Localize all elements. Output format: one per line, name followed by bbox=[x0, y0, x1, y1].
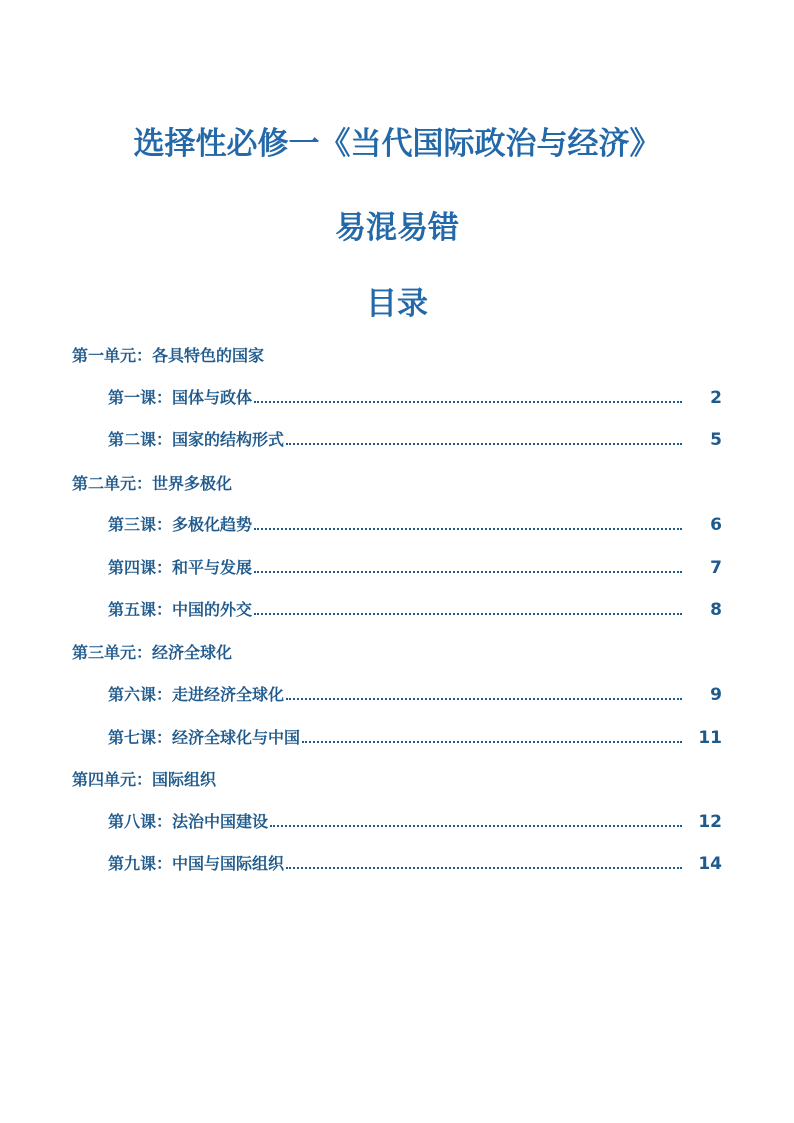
toc-entry-label: 第三课：多极化趋势 bbox=[108, 515, 253, 534]
document-subtitle: 易混易错 bbox=[335, 210, 459, 246]
toc-entry-page: 5 bbox=[710, 430, 722, 450]
toc-entry-lesson-2[interactable] bbox=[108, 428, 722, 450]
toc-entry-lesson-5[interactable] bbox=[108, 598, 722, 620]
dot-leader bbox=[286, 698, 682, 700]
toc-entry-label: 第六课：走进经济全球化 bbox=[108, 685, 285, 704]
toc-entry-lesson-9[interactable] bbox=[108, 852, 722, 874]
toc-entry-lesson-1[interactable] bbox=[108, 386, 722, 408]
toc-entry-page: 11 bbox=[698, 728, 722, 748]
toc-entry-label: 第九课：中国与国际组织 bbox=[108, 854, 285, 873]
toc-entry-label: 第二课：国家的结构形式 bbox=[108, 430, 285, 449]
toc-entry-label: 第七课：经济全球化与中国 bbox=[108, 728, 301, 747]
toc-entry-lesson-3[interactable] bbox=[108, 513, 722, 535]
dot-leader bbox=[254, 613, 682, 615]
toc-entry-lesson-8[interactable] bbox=[108, 810, 722, 832]
dot-leader bbox=[254, 528, 682, 530]
toc-entry-page: 9 bbox=[710, 685, 722, 705]
dot-leader bbox=[270, 825, 682, 827]
toc-entry-label: 第一课：国体与政体 bbox=[108, 388, 253, 407]
toc-unit-3[interactable]: 第三单元：经济全球化 bbox=[72, 643, 233, 662]
toc-heading: 目录 bbox=[366, 286, 428, 322]
toc-entry-page: 6 bbox=[710, 515, 722, 535]
toc-entry-page: 7 bbox=[710, 558, 722, 578]
toc-unit-2[interactable]: 第二单元：世界多极化 bbox=[72, 474, 233, 493]
toc-entry-page: 14 bbox=[698, 854, 722, 874]
toc-unit-4[interactable]: 第四单元：国际组织 bbox=[72, 770, 217, 789]
toc-entry-label: 第八课：法治中国建设 bbox=[108, 812, 269, 831]
toc-entry-lesson-7[interactable] bbox=[108, 726, 722, 748]
toc-unit-1[interactable]: 第一单元：各具特色的国家 bbox=[72, 346, 265, 365]
dot-leader bbox=[286, 867, 682, 869]
toc-entry-lesson-6[interactable] bbox=[108, 683, 722, 705]
toc-entry-label: 第五课：中国的外交 bbox=[108, 600, 253, 619]
toc-entry-label: 第四课：和平与发展 bbox=[108, 558, 253, 577]
dot-leader bbox=[286, 443, 682, 445]
toc-entry-page: 8 bbox=[710, 600, 722, 620]
toc-entry-page: 2 bbox=[710, 388, 722, 408]
dot-leader bbox=[302, 741, 682, 743]
toc-entry-page: 12 bbox=[698, 812, 722, 832]
dot-leader bbox=[254, 401, 682, 403]
dot-leader bbox=[254, 571, 682, 573]
toc-entry-lesson-4[interactable] bbox=[108, 556, 722, 578]
document-title: 选择性必修一《当代国际政治与经济》 bbox=[133, 126, 661, 162]
